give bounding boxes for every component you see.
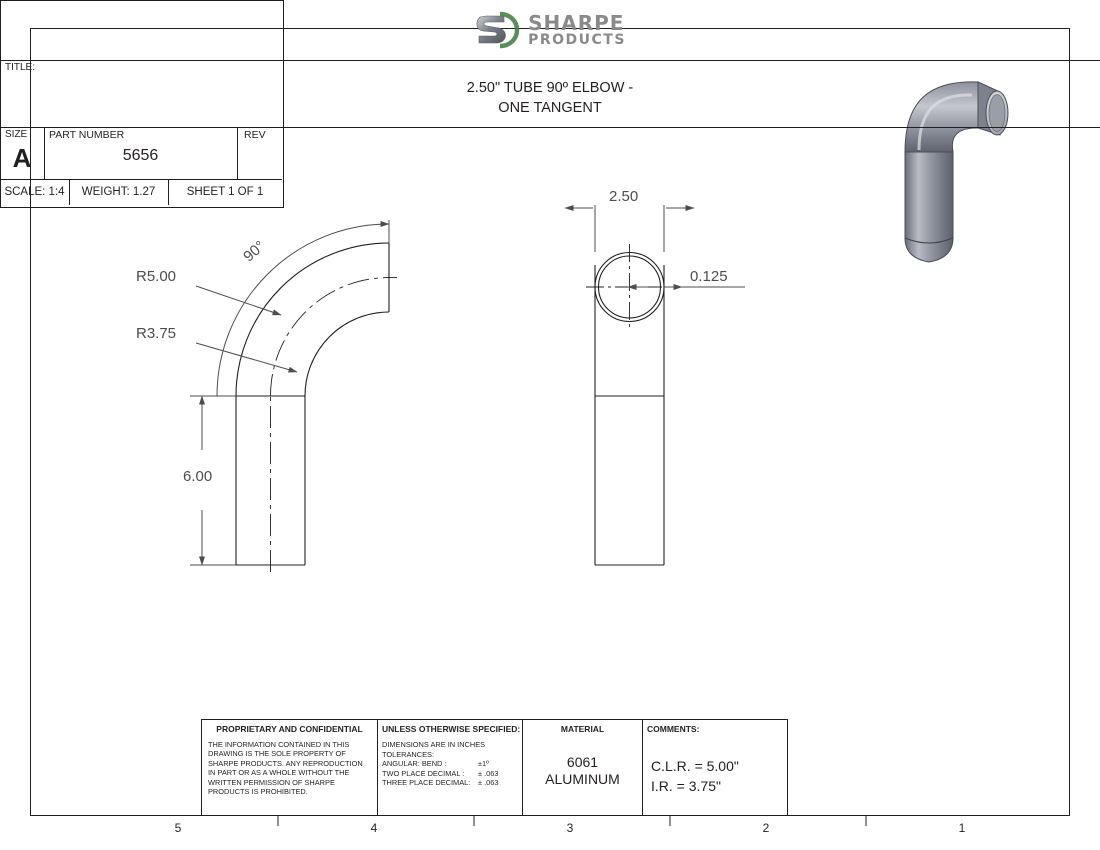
tolerance-angular-label: ANGULAR: BEND :	[382, 759, 447, 769]
proprietary-note-body: THE INFORMATION CONTAINED IN THIS DRAWING IS THE SOLE PROPERTY OF SHARPE PRODUCTS. ANY REPRODUCTION IN PART OR AS A WHOLE WITHOUT THE WRITTEN PERMISSION OF SHARPE PRODUCTS IS PROHIBITED.	[208, 740, 363, 797]
revision-field	[237, 127, 282, 180]
title-line-1: 2.50" TUBE 90º ELBOW -	[466, 80, 634, 96]
size-field	[0, 127, 45, 180]
tolerance-two-place-value: ± .063	[478, 768, 499, 778]
size-caption: SIZE	[5, 129, 28, 140]
material-cell	[523, 720, 643, 815]
tolerances-cell	[378, 720, 523, 815]
zone-label-5: 5	[174, 821, 182, 835]
weight-field: WEIGHT: 1.27	[69, 179, 169, 205]
title-field	[0, 60, 1100, 128]
company-logo	[0, 0, 1100, 61]
material-name: ALUMINUM	[545, 771, 620, 787]
part-number-caption: PART NUMBER	[49, 129, 125, 141]
title-line-2: ONE TANGENT	[498, 100, 602, 116]
zone-label-1: 1	[958, 821, 966, 835]
sharpe-logo-icon	[474, 11, 520, 49]
tolerance-three-place-label: THREE PLACE DECIMAL:	[382, 778, 471, 788]
zone-label-4: 4	[370, 821, 378, 835]
part-number-field	[44, 127, 238, 180]
size-value: A	[12, 143, 32, 173]
tolerance-units-line: DIMENSIONS ARE IN INCHES	[382, 740, 486, 749]
dim-tube-diameter-label: 2.50	[609, 188, 639, 205]
dim-inner-radius-label: R3.75	[136, 325, 177, 342]
dim-outer-radius-label: R5.00	[136, 268, 177, 285]
proprietary-note-heading: PROPRIETARY AND CONFIDENTIAL	[216, 724, 363, 734]
comment-ir: I.R. = 3.75"	[651, 778, 721, 794]
logo-wordmark	[528, 13, 626, 47]
material-grade: 6061	[566, 754, 599, 770]
title-block	[0, 0, 634, 208]
tolerance-angular-value: ±1º	[478, 759, 489, 769]
dim-wall-thickness-label: 0.125	[690, 268, 728, 285]
revision-caption: REV	[244, 129, 266, 141]
comments-cell	[643, 720, 789, 815]
zone-label-2: 2	[762, 821, 770, 835]
part-number-value: 5656	[122, 147, 159, 164]
material-heading: MATERIAL	[560, 724, 605, 734]
dim-tangent-length-label: 6.00	[183, 468, 213, 485]
comment-clr: C.L.R. = 5.00"	[651, 758, 739, 774]
logo-line-2: PRODUCTS	[528, 32, 626, 48]
scale-field: SCALE: 1:4	[0, 179, 70, 205]
notes-block	[201, 719, 788, 816]
sheet-field: SHEET 1 OF 1	[186, 186, 264, 198]
tolerance-two-place-label: TWO PLACE DECIMAL :	[382, 768, 465, 778]
logo-line-1: SHARPE	[528, 11, 625, 35]
tolerances-heading: UNLESS OTHERWISE SPECIFIED:	[382, 724, 521, 734]
title-caption: TITLE:	[5, 62, 36, 73]
proprietary-note-cell	[202, 720, 378, 815]
comments-heading: COMMENTS:	[647, 724, 700, 734]
dim-bend-angle-label: 90°	[240, 237, 269, 266]
tolerance-heading-line: TOLERANCES:	[382, 749, 435, 759]
tolerance-three-place-value: ± .063	[478, 778, 499, 788]
zone-label-3: 3	[566, 821, 574, 835]
